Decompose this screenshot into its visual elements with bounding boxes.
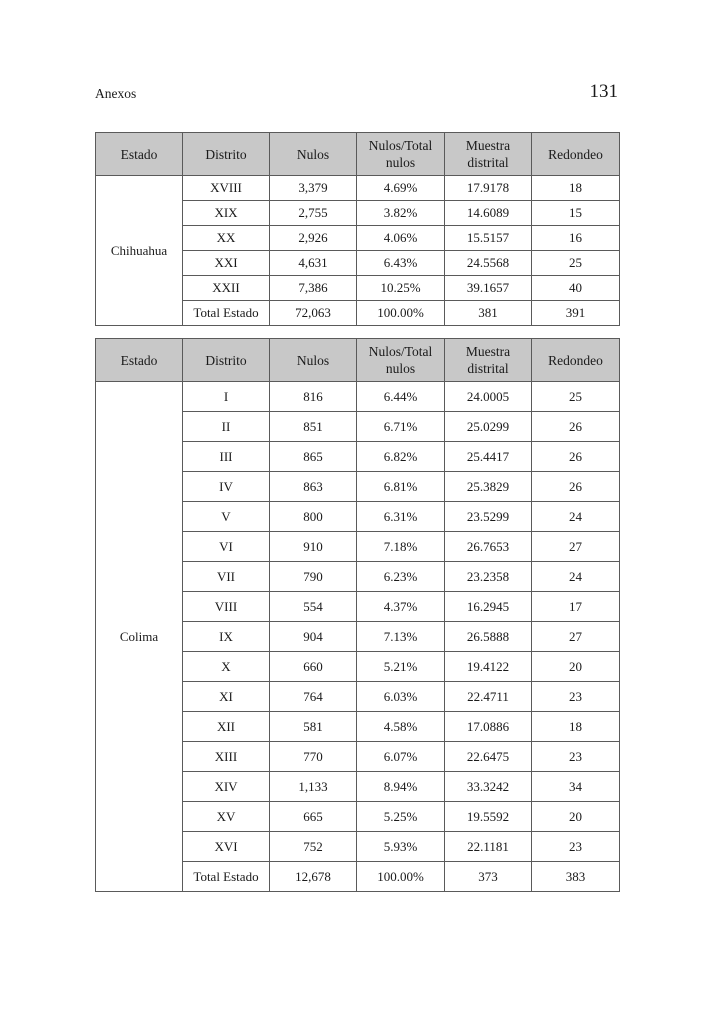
nulos-cell: 554	[270, 592, 357, 622]
distrito-cell: IV	[183, 472, 270, 502]
distrito-cell: VII	[183, 562, 270, 592]
nulos-total-cell: 7.13%	[357, 622, 445, 652]
nulos-cell: 863	[270, 472, 357, 502]
nulos-total-cell: 10.25%	[357, 276, 445, 301]
nulos-cell: 3,379	[270, 176, 357, 201]
nulos-cell: 816	[270, 382, 357, 412]
col-header-muestra-label: Muestra distrital	[465, 138, 511, 170]
running-head: Anexos	[95, 86, 137, 101]
nulos-total-cell: 100.00%	[357, 301, 445, 326]
nulos-total-cell: 6.82%	[357, 442, 445, 472]
nulos-total-cell: 7.18%	[357, 532, 445, 562]
redondeo-cell: 391	[532, 301, 620, 326]
nulos-cell: 2,755	[270, 201, 357, 226]
distrito-cell: Total Estado	[183, 862, 270, 892]
page-number: 131	[589, 81, 618, 102]
distrito-cell: XX	[183, 226, 270, 251]
table-body	[96, 176, 620, 326]
redondeo-cell: 20	[532, 652, 620, 682]
nulos-cell: 790	[270, 562, 357, 592]
table-row	[96, 382, 620, 412]
distrito-cell: XI	[183, 682, 270, 712]
redondeo-cell: 23	[532, 682, 620, 712]
redondeo-cell: 23	[532, 832, 620, 862]
nulos-total-cell: 6.71%	[357, 412, 445, 442]
distrito-cell: XV	[183, 802, 270, 832]
col-header-estado: Estado	[96, 339, 183, 382]
nulos-cell: 2,926	[270, 226, 357, 251]
nulos-total-cell: 4.37%	[357, 592, 445, 622]
distrito-cell: VIII	[183, 592, 270, 622]
nulos-total-cell: 6.31%	[357, 502, 445, 532]
nulos-cell: 1,133	[270, 772, 357, 802]
nulos-total-cell: 6.07%	[357, 742, 445, 772]
nulos-cell: 865	[270, 442, 357, 472]
nulos-cell: 4,631	[270, 251, 357, 276]
muestra-cell: 19.4122	[445, 652, 532, 682]
muestra-cell: 17.9178	[445, 176, 532, 201]
redondeo-cell: 383	[532, 862, 620, 892]
distrito-cell: IX	[183, 622, 270, 652]
muestra-cell: 19.5592	[445, 802, 532, 832]
muestra-cell: 24.5568	[445, 251, 532, 276]
muestra-cell: 373	[445, 862, 532, 892]
nulos-total-cell: 5.25%	[357, 802, 445, 832]
distrito-cell: X	[183, 652, 270, 682]
muestra-cell: 24.0005	[445, 382, 532, 412]
muestra-cell: 14.6089	[445, 201, 532, 226]
col-header-nulos-total-label: Nulos/Total nulos	[368, 344, 433, 376]
nulos-total-cell: 6.44%	[357, 382, 445, 412]
distrito-cell: XVI	[183, 832, 270, 862]
col-header-estado: Estado	[96, 133, 183, 176]
nulos-total-cell: 6.23%	[357, 562, 445, 592]
table-row	[96, 176, 620, 201]
muestra-cell: 22.6475	[445, 742, 532, 772]
estado-cell: Chihuahua	[96, 176, 183, 326]
col-header-redondeo: Redondeo	[532, 339, 620, 382]
redondeo-cell: 16	[532, 226, 620, 251]
distrito-cell: VI	[183, 532, 270, 562]
muestra-cell: 25.3829	[445, 472, 532, 502]
chihuahua-table	[95, 132, 620, 326]
col-header-nulos-total	[357, 339, 445, 382]
distrito-cell: Total Estado	[183, 301, 270, 326]
muestra-cell: 25.0299	[445, 412, 532, 442]
distrito-cell: XIV	[183, 772, 270, 802]
nulos-total-cell: 8.94%	[357, 772, 445, 802]
nulos-cell: 764	[270, 682, 357, 712]
nulos-total-cell: 5.21%	[357, 652, 445, 682]
muestra-cell: 16.2945	[445, 592, 532, 622]
table-header-row	[96, 339, 620, 382]
nulos-cell: 910	[270, 532, 357, 562]
redondeo-cell: 27	[532, 532, 620, 562]
distrito-cell: III	[183, 442, 270, 472]
col-header-nulos-total-label: Nulos/Total nulos	[368, 138, 433, 170]
redondeo-cell: 26	[532, 442, 620, 472]
nulos-cell: 581	[270, 712, 357, 742]
redondeo-cell: 40	[532, 276, 620, 301]
redondeo-cell: 26	[532, 412, 620, 442]
col-header-nulos: Nulos	[270, 133, 357, 176]
distrito-cell: XXI	[183, 251, 270, 276]
muestra-cell: 17.0886	[445, 712, 532, 742]
col-header-muestra	[445, 133, 532, 176]
muestra-cell: 39.1657	[445, 276, 532, 301]
col-header-muestra	[445, 339, 532, 382]
muestra-cell: 381	[445, 301, 532, 326]
muestra-cell: 26.7653	[445, 532, 532, 562]
estado-cell: Colima	[96, 382, 183, 892]
redondeo-cell: 34	[532, 772, 620, 802]
muestra-cell: 23.2358	[445, 562, 532, 592]
nulos-cell: 800	[270, 502, 357, 532]
nulos-total-cell: 3.82%	[357, 201, 445, 226]
redondeo-cell: 27	[532, 622, 620, 652]
redondeo-cell: 25	[532, 251, 620, 276]
nulos-total-cell: 4.06%	[357, 226, 445, 251]
redondeo-cell: 25	[532, 382, 620, 412]
nulos-cell: 665	[270, 802, 357, 832]
redondeo-cell: 23	[532, 742, 620, 772]
distrito-cell: XIII	[183, 742, 270, 772]
table-body	[96, 382, 620, 892]
col-header-distrito: Distrito	[183, 133, 270, 176]
table-header-row	[96, 133, 620, 176]
redondeo-cell: 18	[532, 712, 620, 742]
nulos-total-cell: 5.93%	[357, 832, 445, 862]
col-header-nulos: Nulos	[270, 339, 357, 382]
col-header-muestra-label: Muestra distrital	[465, 344, 511, 376]
nulos-cell: 72,063	[270, 301, 357, 326]
muestra-cell: 15.5157	[445, 226, 532, 251]
distrito-cell: XVIII	[183, 176, 270, 201]
redondeo-cell: 15	[532, 201, 620, 226]
nulos-total-cell: 6.81%	[357, 472, 445, 502]
nulos-cell: 752	[270, 832, 357, 862]
redondeo-cell: 17	[532, 592, 620, 622]
redondeo-cell: 26	[532, 472, 620, 502]
distrito-cell: XXII	[183, 276, 270, 301]
nulos-total-cell: 4.69%	[357, 176, 445, 201]
distrito-cell: XIX	[183, 201, 270, 226]
muestra-cell: 23.5299	[445, 502, 532, 532]
redondeo-cell: 24	[532, 502, 620, 532]
distrito-cell: V	[183, 502, 270, 532]
nulos-total-cell: 6.03%	[357, 682, 445, 712]
distrito-cell: II	[183, 412, 270, 442]
muestra-cell: 33.3242	[445, 772, 532, 802]
muestra-cell: 22.1181	[445, 832, 532, 862]
redondeo-cell: 18	[532, 176, 620, 201]
nulos-cell: 770	[270, 742, 357, 772]
muestra-cell: 22.4711	[445, 682, 532, 712]
col-header-nulos-total	[357, 133, 445, 176]
redondeo-cell: 24	[532, 562, 620, 592]
nulos-cell: 851	[270, 412, 357, 442]
colima-table	[95, 338, 620, 892]
nulos-cell: 7,386	[270, 276, 357, 301]
nulos-cell: 660	[270, 652, 357, 682]
redondeo-cell: 20	[532, 802, 620, 832]
col-header-redondeo: Redondeo	[532, 133, 620, 176]
nulos-total-cell: 4.58%	[357, 712, 445, 742]
nulos-total-cell: 6.43%	[357, 251, 445, 276]
muestra-cell: 25.4417	[445, 442, 532, 472]
nulos-cell: 12,678	[270, 862, 357, 892]
nulos-cell: 904	[270, 622, 357, 652]
col-header-distrito: Distrito	[183, 339, 270, 382]
nulos-total-cell: 100.00%	[357, 862, 445, 892]
distrito-cell: I	[183, 382, 270, 412]
muestra-cell: 26.5888	[445, 622, 532, 652]
distrito-cell: XII	[183, 712, 270, 742]
